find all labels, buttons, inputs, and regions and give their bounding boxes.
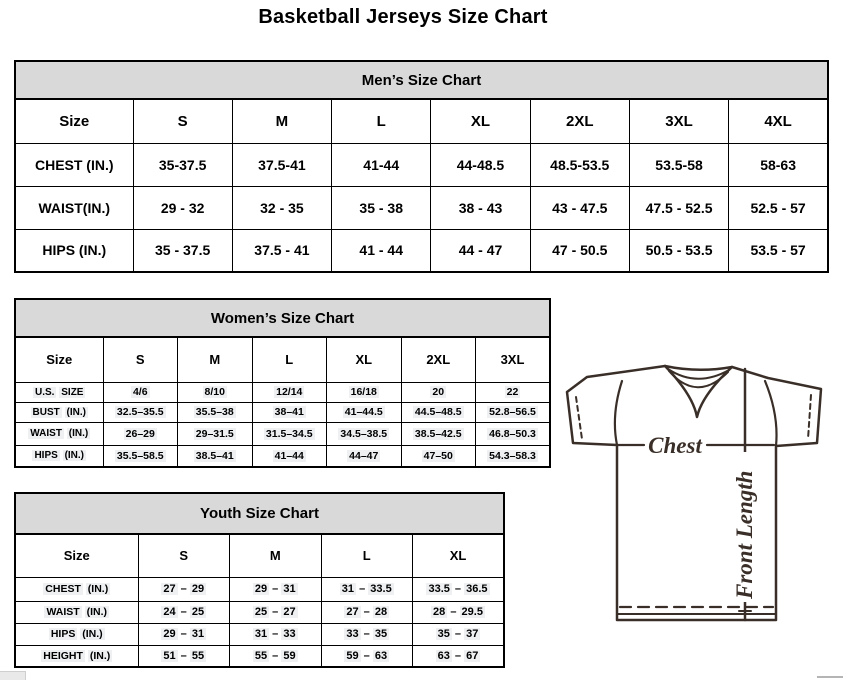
size-cell: 29 – 31	[138, 623, 230, 645]
size-cell: 43 - 47.5	[530, 186, 629, 229]
size-header-row	[15, 337, 550, 382]
column-header-l: L	[321, 534, 413, 577]
size-cell: 35.5–38	[178, 402, 253, 422]
row-label: HIPS (IN.)	[15, 623, 138, 645]
jersey-outline	[567, 366, 821, 620]
row-label: HIPS (IN.)	[15, 229, 133, 272]
size-cell: 35 - 38	[332, 186, 431, 229]
column-header-xl: XL	[327, 337, 402, 382]
table-row	[15, 623, 504, 645]
size-cell: 46.8–50.3	[476, 422, 551, 445]
size-cell: 33.5 – 36.5	[413, 577, 505, 601]
size-cell: 47–50	[401, 445, 476, 467]
column-header-4xl: 4XL	[729, 99, 828, 143]
size-cell: 44.5–48.5	[401, 402, 476, 422]
row-label: HIPS (IN.)	[15, 445, 103, 467]
column-header-l: L	[332, 99, 431, 143]
table-row	[15, 186, 828, 229]
row-label: CHEST (IN.)	[15, 143, 133, 186]
left-cuff-dashed-line	[576, 397, 582, 439]
size-cell: 54.3–58.3	[476, 445, 551, 467]
size-cell: 59 – 63	[321, 645, 413, 667]
size-cell: 29 - 32	[133, 186, 232, 229]
size-column-header: Size	[15, 99, 133, 143]
column-header-xl: XL	[413, 534, 505, 577]
size-cell: 26–29	[103, 422, 178, 445]
size-cell: 8/10	[178, 382, 253, 402]
size-cell: 44-48.5	[431, 143, 530, 186]
size-cell: 58-63	[729, 143, 828, 186]
size-cell: 55 – 59	[230, 645, 322, 667]
size-cell: 32 - 35	[232, 186, 331, 229]
table-row	[15, 229, 828, 272]
column-header-3xl: 3XL	[629, 99, 728, 143]
size-cell: 27 – 28	[321, 601, 413, 623]
size-cell: 52.8–56.5	[476, 402, 551, 422]
size-cell: 44 - 47	[431, 229, 530, 272]
row-label: U.S. SIZE	[15, 382, 103, 402]
size-cell: 38 - 43	[431, 186, 530, 229]
size-cell: 37.5 - 41	[232, 229, 331, 272]
table-row	[15, 601, 504, 623]
table-row	[15, 402, 550, 422]
womens-size-chart-section	[14, 298, 551, 468]
size-cell: 41–44	[252, 445, 327, 467]
column-header-m: M	[178, 337, 253, 382]
table-row	[15, 382, 550, 402]
table-row	[15, 422, 550, 445]
front-length-label: Front Length	[732, 470, 757, 599]
size-cell: 38.5–41	[178, 445, 253, 467]
size-cell: 27 – 29	[138, 577, 230, 601]
table-row	[15, 577, 504, 601]
womens-section-header: Women’s Size Chart	[14, 298, 551, 336]
size-cell: 53.5-58	[629, 143, 728, 186]
size-column-header: Size	[15, 534, 138, 577]
size-cell: 52.5 - 57	[729, 186, 828, 229]
jersey-measurement-diagram	[555, 356, 843, 630]
size-cell: 35 – 37	[413, 623, 505, 645]
size-cell: 29 – 31	[230, 577, 322, 601]
size-column-header: Size	[15, 337, 103, 382]
size-cell: 34.5–38.5	[327, 422, 402, 445]
size-cell: 51 – 55	[138, 645, 230, 667]
size-cell: 35 - 37.5	[133, 229, 232, 272]
youth-size-chart-section	[14, 492, 505, 668]
size-cell: 47 - 50.5	[530, 229, 629, 272]
size-cell: 22	[476, 382, 551, 402]
size-cell: 50.5 - 53.5	[629, 229, 728, 272]
youth-section-header: Youth Size Chart	[14, 492, 505, 533]
row-label: BUST (IN.)	[15, 402, 103, 422]
right-cuff-dashed-line	[808, 395, 811, 439]
row-label: WAIST (IN.)	[15, 422, 103, 445]
size-cell: 31 – 33.5	[321, 577, 413, 601]
size-cell: 63 – 67	[413, 645, 505, 667]
chest-label: Chest	[648, 433, 702, 458]
row-label: WAIST(IN.)	[15, 186, 133, 229]
size-cell: 31.5–34.5	[252, 422, 327, 445]
page-title: Basketball Jerseys Size Chart	[258, 6, 548, 28]
column-header-m: M	[232, 99, 331, 143]
column-header-l: L	[252, 337, 327, 382]
size-cell: 44–47	[327, 445, 402, 467]
scrollbar-fragment-right	[817, 676, 843, 678]
womens-size-table	[14, 336, 551, 468]
row-label: WAIST (IN.)	[15, 601, 138, 623]
row-label: HEIGHT (IN.)	[15, 645, 138, 667]
size-cell: 31 – 33	[230, 623, 322, 645]
size-cell: 38.5–42.5	[401, 422, 476, 445]
size-cell: 53.5 - 57	[729, 229, 828, 272]
column-header-s: S	[138, 534, 230, 577]
mens-size-table	[14, 98, 829, 273]
size-cell: 41 - 44	[332, 229, 431, 272]
size-cell: 41–44.5	[327, 402, 402, 422]
mens-section-header: Men’s Size Chart	[14, 60, 829, 98]
size-cell: 37.5-41	[232, 143, 331, 186]
table-row	[15, 645, 504, 667]
column-header-m: M	[230, 534, 322, 577]
table-row	[15, 445, 550, 467]
mens-size-chart-section	[14, 60, 829, 273]
size-cell: 35-37.5	[133, 143, 232, 186]
column-header-xl: XL	[431, 99, 530, 143]
size-cell: 35.5–58.5	[103, 445, 178, 467]
size-cell: 29–31.5	[178, 422, 253, 445]
size-cell: 12/14	[252, 382, 327, 402]
column-header-s: S	[103, 337, 178, 382]
size-cell: 28 – 29.5	[413, 601, 505, 623]
size-cell: 41-44	[332, 143, 431, 186]
size-cell: 38–41	[252, 402, 327, 422]
size-cell: 33 – 35	[321, 623, 413, 645]
youth-size-table	[14, 533, 505, 668]
column-header-3xl: 3XL	[476, 337, 551, 382]
column-header-2xl: 2XL	[530, 99, 629, 143]
size-cell: 47.5 - 52.5	[629, 186, 728, 229]
size-cell: 32.5–35.5	[103, 402, 178, 422]
size-cell: 24 – 25	[138, 601, 230, 623]
row-label: CHEST (IN.)	[15, 577, 138, 601]
size-header-row	[15, 99, 828, 143]
size-cell: 4/6	[103, 382, 178, 402]
column-header-s: S	[133, 99, 232, 143]
size-cell: 16/18	[327, 382, 402, 402]
size-cell: 48.5-53.5	[530, 143, 629, 186]
column-header-2xl: 2XL	[401, 337, 476, 382]
size-cell: 20	[401, 382, 476, 402]
size-cell: 25 – 27	[230, 601, 322, 623]
table-row	[15, 143, 828, 186]
size-header-row	[15, 534, 504, 577]
